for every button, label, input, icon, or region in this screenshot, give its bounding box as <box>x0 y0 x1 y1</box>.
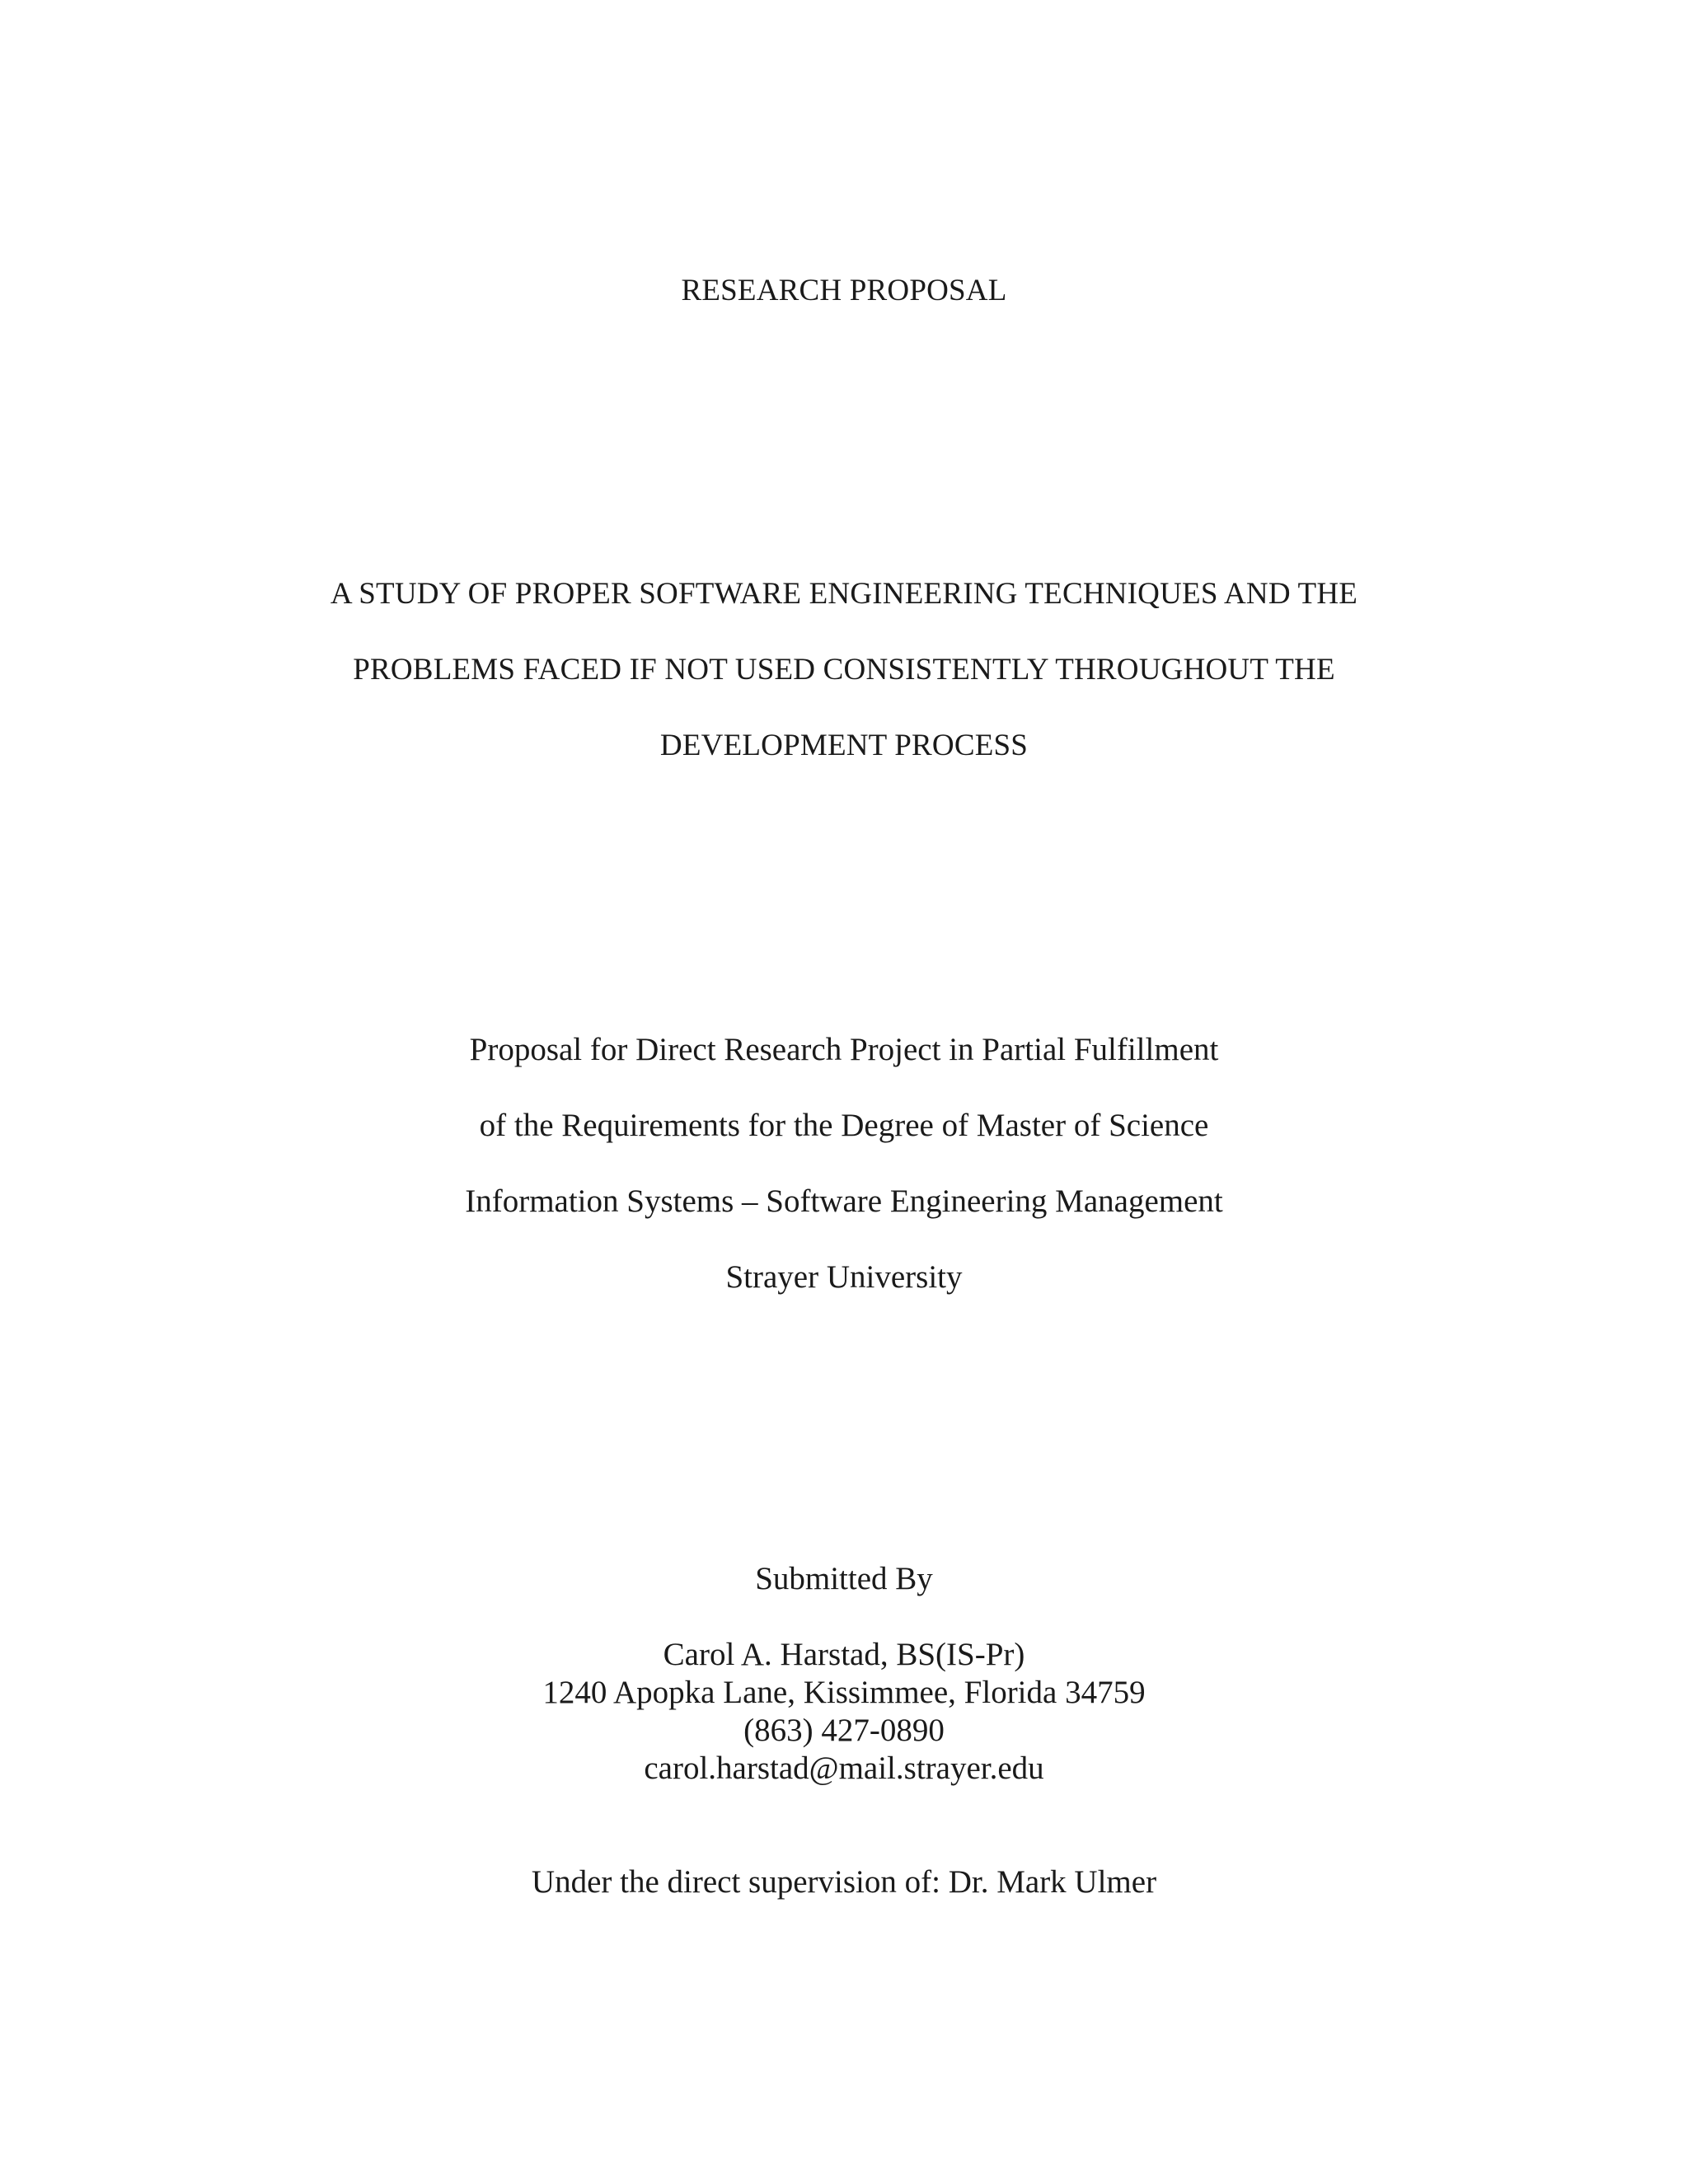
supervision-line: Under the direct supervision of: Dr. Mark Ulmer <box>531 1864 1157 1900</box>
submitted-by-label: Submitted By <box>755 1561 933 1596</box>
author-name: Carol A. Harstad, BS(IS-Pr) <box>663 1637 1025 1672</box>
research-proposal-heading: RESEARCH PROPOSAL <box>681 274 1007 307</box>
title-line-2: PROBLEMS FACED IF NOT USED CONSISTENTLY THROUGHOUT THE <box>353 653 1335 687</box>
purpose-line-3: Information Systems – Software Engineering Management <box>465 1183 1223 1219</box>
author-phone: (863) 427-0890 <box>743 1713 945 1748</box>
author-email: carol.harstad@mail.strayer.edu <box>644 1750 1044 1786</box>
purpose-line-1: Proposal for Direct Research Project in Partial Fulfillment <box>469 1032 1219 1067</box>
title-line-3: DEVELOPMENT PROCESS <box>659 729 1029 762</box>
university-name: Strayer University <box>725 1259 963 1295</box>
purpose-line-2: of the Requirements for the Degree of Master of Science <box>479 1108 1209 1143</box>
title-line-1: A STUDY OF PROPER SOFTWARE ENGINEERING TECHNIQUES AND THE <box>330 577 1358 611</box>
author-address: 1240 Apopka Lane, Kissimmee, Florida 34759 <box>542 1675 1146 1710</box>
